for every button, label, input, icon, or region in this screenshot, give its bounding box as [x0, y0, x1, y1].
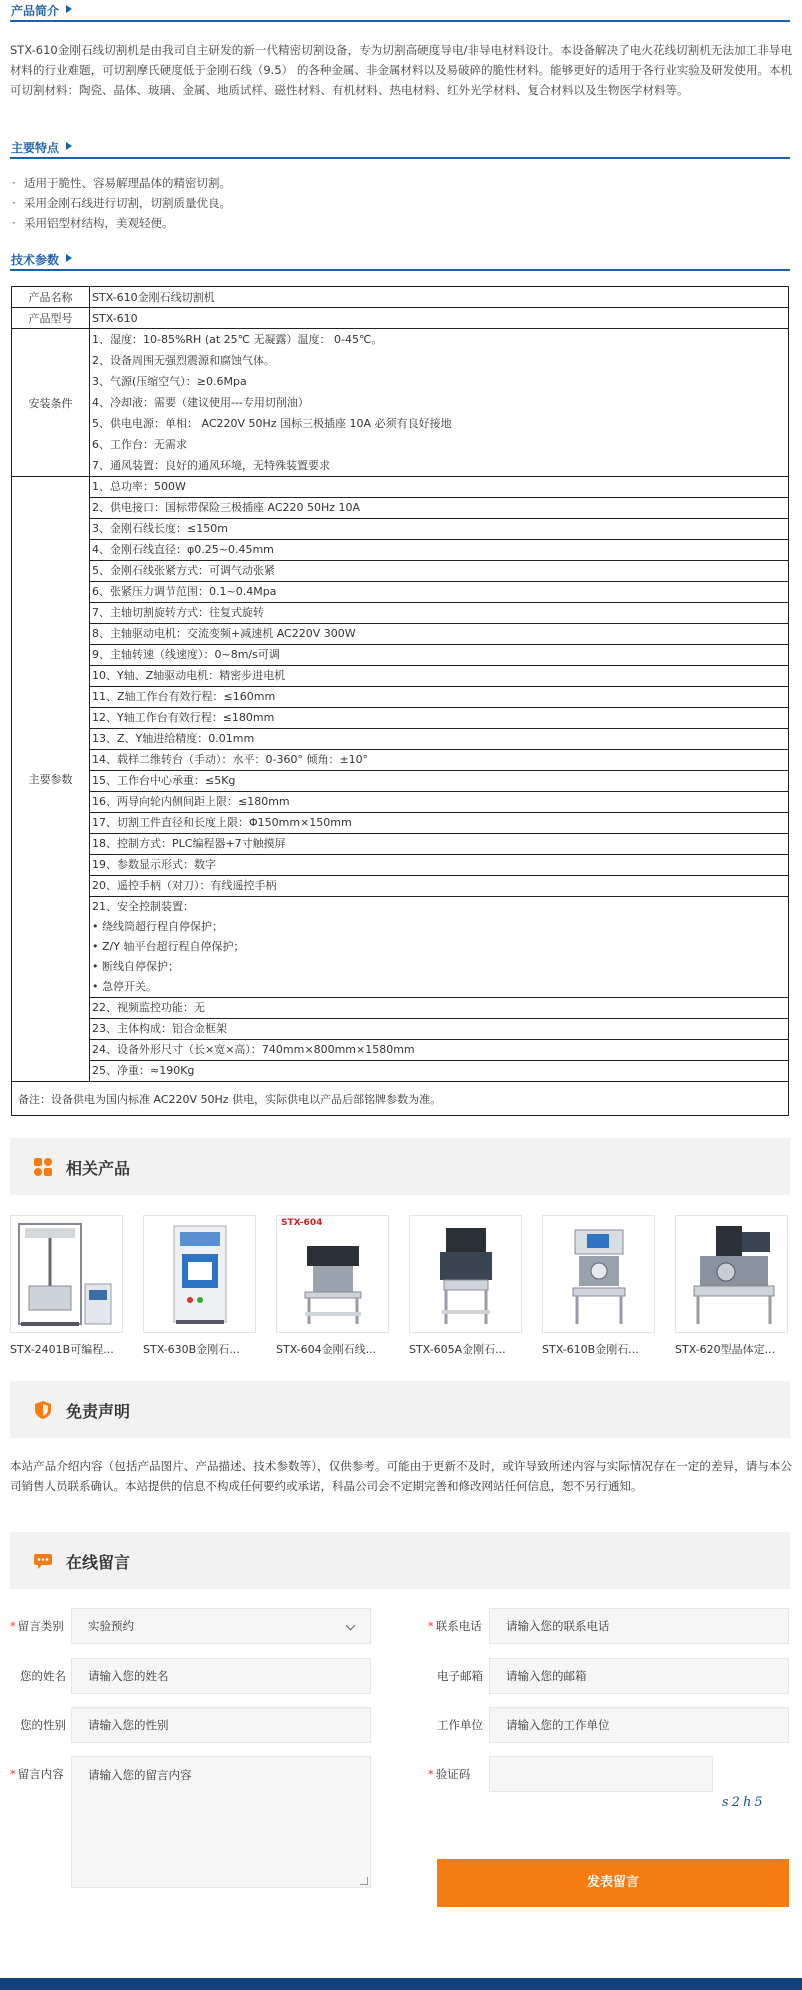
- product-card[interactable]: [143, 1215, 256, 1357]
- category-label: * 留言类别: [10, 1619, 64, 1633]
- param-row: [90, 749, 788, 770]
- param-line: 24、设备外形尺寸（长×宽×高）：740mm×800mm×1580mm: [92, 1043, 415, 1056]
- param-line: 25、净重：≈190Kg: [92, 1064, 195, 1077]
- param-row: [90, 1060, 788, 1081]
- related-products-header: [10, 1138, 790, 1195]
- param-row: [90, 539, 788, 560]
- caret-right-icon: [66, 142, 72, 150]
- intro-text: STX-610金刚石线切割机是由我司自主研发的新一代精密切割设备，专为切割高硬度导电/非导电材料设计。本设备解决了电火花线切割机无法加工非导电材料的行业难题，可切割摩氏硬度低于金刚石线（9.5） 的各种金属、非金属材料以及易破碎的脆性材料。能够更好的适用于各行业实验及研发使用。本机可切割材料：陶瓷、晶体、玻璃、金属、地质试样、磁性材料、有机材料、热电材料、红外光学材料、复合材料以及生物医学材料等。: [10, 43, 792, 97]
- table-row: [12, 1082, 789, 1116]
- disclaimer-title: 免责声明: [66, 1402, 131, 1421]
- install-condition-item: 5、供电电源：单相： AC220V 50Hz 国标三极插座 10A 必须有良好接地: [92, 417, 452, 430]
- param-line: 23、主体构成：铝合金框架: [92, 1022, 227, 1035]
- param-row: [90, 477, 788, 497]
- param-line: 5、金刚石线张紧方式：可调气动张紧: [92, 564, 275, 577]
- table-row: [12, 477, 789, 1082]
- product-card[interactable]: [409, 1215, 522, 1357]
- message-form-header: [10, 1532, 790, 1589]
- param-line: 21、安全控制装置：: [92, 900, 194, 913]
- phone-label: * 联系电话: [428, 1619, 482, 1633]
- param-row: [90, 875, 788, 896]
- email-label: 电子邮箱: [437, 1669, 483, 1683]
- footer-bar: [0, 1978, 802, 1990]
- intro-section-header: [10, 0, 790, 22]
- param-line: • 急停开关。: [92, 980, 157, 993]
- main-params-label: 主要参数: [12, 477, 90, 1082]
- email-placeholder: 请输入您的邮箱: [506, 1669, 587, 1683]
- param-line: 3、金刚石线长度：≤150m: [92, 522, 228, 535]
- required-mark: *: [10, 1767, 16, 1781]
- param-line: 12、Y轴工作台有效行程：≤180mm: [92, 711, 275, 724]
- product-card[interactable]: [10, 1215, 123, 1357]
- param-row: [90, 728, 788, 749]
- caret-right-icon: [66, 254, 72, 262]
- install-condition-item: 3、气源(压缩空气）：≥0.6Mpa: [92, 375, 247, 388]
- param-row: [90, 497, 788, 518]
- name-label: 您的姓名: [20, 1669, 66, 1683]
- param-row: [90, 896, 788, 997]
- phone-field[interactable]: [489, 1608, 789, 1644]
- param-row: [90, 686, 788, 707]
- table-row: [12, 329, 789, 477]
- product-name-value: STX-610金刚石线切割机: [90, 287, 789, 308]
- product-caption[interactable]: STX-2401B可编程...: [10, 1343, 114, 1356]
- param-line: 13、Z、Y轴进给精度：0.01mm: [92, 732, 255, 745]
- param-row: [90, 623, 788, 644]
- feature-item: · 适用于脆性、容易解理晶体的精密切割。: [12, 173, 792, 193]
- install-condition-item: 7、通风装置：良好的通风环境，无特殊装置要求: [92, 459, 330, 472]
- feature-item: · 采用铝型材结构，美观轻便。: [12, 213, 792, 233]
- param-row: [90, 791, 788, 812]
- caret-right-icon: [66, 5, 72, 13]
- gender-label: 您的性别: [20, 1718, 66, 1732]
- required-mark: *: [10, 1619, 16, 1633]
- product-image[interactable]: [409, 1215, 522, 1333]
- param-line: 6、张紧压力调节范围：0.1~0.4Mpa: [92, 585, 277, 598]
- main-params-list: [90, 477, 789, 1082]
- captcha-label: * 验证码: [428, 1767, 471, 1781]
- content-placeholder: 请输入您的留言内容: [88, 1768, 192, 1782]
- param-row: [90, 644, 788, 665]
- product-image[interactable]: [542, 1215, 655, 1333]
- company-placeholder: 请输入您的工作单位: [506, 1718, 610, 1732]
- product-model-label: 产品型号: [12, 308, 90, 329]
- submit-button[interactable]: 发表留言: [437, 1859, 789, 1907]
- content-textarea[interactable]: [71, 1756, 371, 1888]
- product-image[interactable]: [675, 1215, 788, 1333]
- table-row: [12, 308, 789, 329]
- company-field[interactable]: [489, 1707, 789, 1743]
- product-badge: STX-604: [281, 1218, 323, 1228]
- param-line: • Z/Y 轴平台超行程自停保护；: [92, 940, 245, 953]
- specs-title: 技术参数: [11, 253, 60, 267]
- name-placeholder: 请输入您的姓名: [88, 1669, 169, 1683]
- param-line: 19、参数显示形式：数字: [92, 858, 216, 871]
- company-label: 工作单位: [437, 1718, 483, 1732]
- email-field[interactable]: [489, 1658, 789, 1694]
- features-title: 主要特点: [11, 141, 60, 155]
- features-section-header: [10, 137, 790, 159]
- param-line: 18、控制方式：PLC编程器+7寸触摸屏: [92, 837, 286, 850]
- captcha-field[interactable]: [489, 1756, 713, 1792]
- related-products-title: 相关产品: [66, 1159, 131, 1178]
- product-model-value: STX-610: [90, 308, 789, 329]
- param-line: • 绕线筒超行程自停保护；: [92, 920, 223, 933]
- param-line: 7、主轴切割旋转方式：往复式旋转: [92, 606, 264, 619]
- install-conditions-list: [90, 329, 789, 477]
- product-name-label: 产品名称: [12, 287, 90, 308]
- intro-title: 产品简介: [11, 4, 60, 18]
- required-mark: *: [428, 1619, 434, 1633]
- param-line: 9、主轴转速（线速度）：0~8m/s可调: [92, 648, 280, 661]
- param-row: [90, 665, 788, 686]
- product-image[interactable]: [143, 1215, 256, 1333]
- power-note: 备注：设备供电为国内标准 AC220V 50Hz 供电，实际供电以产品后部铭牌参数为准。: [12, 1082, 789, 1116]
- param-row: [90, 707, 788, 728]
- product-caption[interactable]: STX-605A金刚石...: [409, 1343, 506, 1356]
- param-row: [90, 812, 788, 833]
- gender-field[interactable]: [71, 1707, 371, 1743]
- install-condition-item: 4、冷却液：需要（建议使用---专用切削油）: [92, 396, 309, 409]
- category-selected-value: 实验预约: [88, 1619, 134, 1633]
- install-conditions-label: 安装条件: [12, 329, 90, 477]
- param-line: 11、Z轴工作台有效行程：≤160mm: [92, 690, 276, 703]
- gender-placeholder: 请输入您的性别: [88, 1718, 169, 1732]
- product-caption[interactable]: STX-610B金刚石...: [542, 1343, 639, 1356]
- install-condition-item: 2、设备周围无强烈震源和腐蚀气体。: [92, 354, 275, 367]
- disclaimer-header: [10, 1381, 790, 1438]
- chat-icon: [34, 1552, 52, 1570]
- param-row: [90, 997, 788, 1018]
- resize-handle[interactable]: [360, 1877, 368, 1885]
- table-row: [12, 287, 789, 308]
- features-list: [12, 173, 792, 233]
- param-line: 14、载样二维转台（手动）：水平：0-360° 倾角：±10°: [92, 753, 369, 766]
- product-card[interactable]: [276, 1215, 389, 1357]
- param-row: [90, 602, 788, 623]
- param-line: 20、遥控手柄（对刀）：有线遥控手柄: [92, 879, 277, 892]
- param-row: [90, 1018, 788, 1039]
- product-card[interactable]: [542, 1215, 655, 1357]
- product-caption[interactable]: STX-630B金刚石...: [143, 1343, 240, 1356]
- specs-table: [11, 286, 789, 1116]
- param-line: 2、供电接口：国标带保险三极插座 AC220 50Hz 10A: [92, 501, 361, 514]
- product-caption[interactable]: STX-604金刚石线...: [276, 1343, 377, 1356]
- disclaimer-text: 本站产品介绍内容（包括产品图片、产品描述、技术参数等），仅供参考。可能由于更新不及时，或许导致所述内容与实际情况存在一定的差异，请与本公司销售人员联系确认。本站提供的信息不构成任何要约或承诺，科晶公司会不定期完善和修改网站任何信息，恕不另行通知。: [10, 1459, 792, 1493]
- param-line: 22、视频监控功能：无: [92, 1001, 205, 1014]
- product-card[interactable]: [675, 1215, 788, 1357]
- param-line: 1、总功率：500W: [92, 480, 186, 493]
- install-condition-item: 1、湿度：10-85%RH (at 25℃ 无凝露）温度： 0-45℃。: [92, 333, 383, 346]
- captcha-image[interactable]: s2h5: [722, 1795, 766, 1810]
- related-products-list: [10, 1215, 800, 1365]
- product-image[interactable]: [10, 1215, 123, 1333]
- product-image[interactable]: [276, 1215, 389, 1333]
- param-row: [90, 854, 788, 875]
- category-select[interactable]: [71, 1608, 371, 1644]
- param-row: [90, 833, 788, 854]
- required-mark: *: [428, 1767, 434, 1781]
- param-line: 4、金刚石线直径：φ0.25~0.45mm: [92, 543, 274, 556]
- param-row: [90, 581, 788, 602]
- feature-item: · 采用金刚石线进行切割，切割质量优良。: [12, 193, 792, 213]
- shield-icon: [34, 1401, 52, 1419]
- grid-icon: [34, 1158, 52, 1176]
- message-form-title: 在线留言: [66, 1553, 131, 1572]
- install-condition-item: 6、工作台：无需求: [92, 438, 187, 451]
- param-line: 17、切割工件直径和长度上限：Φ150mm×150mm: [92, 816, 352, 829]
- content-label: * 留言内容: [10, 1767, 64, 1781]
- param-row: [90, 518, 788, 539]
- param-row: [90, 560, 788, 581]
- param-line: 16、两导向轮内侧间距上限：≤180mm: [92, 795, 290, 808]
- product-caption[interactable]: STX-620型晶体定...: [675, 1343, 776, 1356]
- name-field[interactable]: [71, 1658, 371, 1694]
- param-line: • 断线自停保护；: [92, 960, 179, 973]
- param-line: 8、主轴驱动电机：交流变频+减速机 AC220V 300W: [92, 627, 356, 640]
- specs-section-header: [10, 249, 790, 271]
- param-line: 10、Y轴、Z轴驱动电机：精密步进电机: [92, 669, 286, 682]
- param-row: [90, 1039, 788, 1060]
- param-row: [90, 770, 788, 791]
- chevron-down-icon: [346, 1621, 356, 1631]
- phone-placeholder: 请输入您的联系电话: [506, 1619, 610, 1633]
- param-line: 15、工作台中心承重：≤5Kg: [92, 774, 236, 787]
